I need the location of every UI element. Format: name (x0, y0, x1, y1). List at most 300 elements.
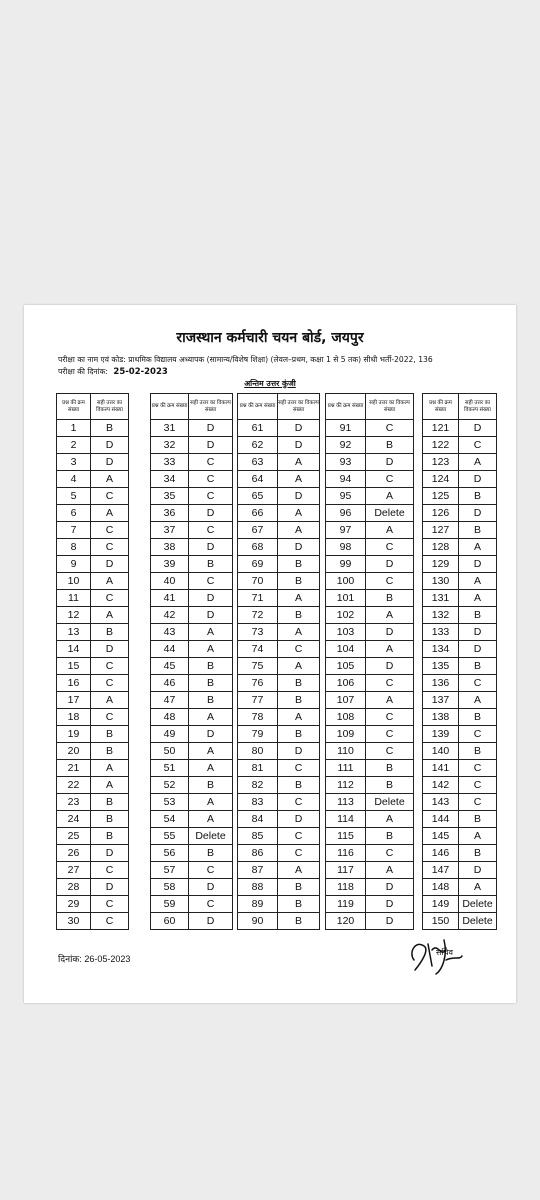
answer-option: D (366, 556, 414, 573)
table-row (57, 522, 129, 539)
answer-option: A (91, 607, 129, 624)
answer-option: B (91, 811, 129, 828)
table-row (151, 709, 233, 726)
answer-option: B (189, 675, 233, 692)
question-number: 97 (326, 522, 366, 539)
answer-option: C (91, 862, 129, 879)
table-row (238, 590, 320, 607)
table-row (57, 760, 129, 777)
answer-option: C (459, 726, 497, 743)
table-row (326, 675, 414, 692)
question-number: 141 (423, 760, 459, 777)
question-number: 47 (151, 692, 189, 709)
question-number: 125 (423, 488, 459, 505)
answer-option: C (366, 573, 414, 590)
question-number: 12 (57, 607, 91, 624)
answer-option: A (189, 811, 233, 828)
question-number: 63 (238, 454, 278, 471)
question-number: 149 (423, 896, 459, 913)
table-row (151, 896, 233, 913)
question-number: 84 (238, 811, 278, 828)
table-row (57, 556, 129, 573)
answer-option: D (459, 624, 497, 641)
question-number: 92 (326, 437, 366, 454)
question-number: 48 (151, 709, 189, 726)
table-row (423, 488, 497, 505)
table-row (57, 437, 129, 454)
exam-date: 25-02-2023 (113, 367, 168, 377)
question-number: 144 (423, 811, 459, 828)
question-number: 23 (57, 794, 91, 811)
answer-option: B (366, 590, 414, 607)
question-number: 127 (423, 522, 459, 539)
exam-date-label: परीक्षा की दिनांक: (58, 367, 108, 376)
question-number: 28 (57, 879, 91, 896)
answer-option: B (366, 437, 414, 454)
table-row (423, 607, 497, 624)
question-number: 133 (423, 624, 459, 641)
question-number: 101 (326, 590, 366, 607)
question-number: 11 (57, 590, 91, 607)
answer-table-2 (150, 393, 233, 930)
answer-option: A (459, 539, 497, 556)
answer-option: D (189, 505, 233, 522)
question-number: 52 (151, 777, 189, 794)
question-number: 43 (151, 624, 189, 641)
table-row (57, 658, 129, 675)
answer-option: A (459, 573, 497, 590)
question-number: 40 (151, 573, 189, 590)
table-row (326, 692, 414, 709)
answer-option: A (91, 505, 129, 522)
table-row (57, 454, 129, 471)
question-number: 117 (326, 862, 366, 879)
question-number: 24 (57, 811, 91, 828)
table-row (326, 471, 414, 488)
question-number: 61 (238, 420, 278, 437)
question-number: 38 (151, 539, 189, 556)
question-number: 120 (326, 913, 366, 930)
question-number: 131 (423, 590, 459, 607)
table-row (423, 420, 497, 437)
question-number: 18 (57, 709, 91, 726)
answer-option: D (278, 488, 320, 505)
answer-option: C (459, 794, 497, 811)
table-row (326, 607, 414, 624)
release-date-label: दिनांक: (58, 954, 82, 964)
question-number: 74 (238, 641, 278, 658)
table-row (57, 607, 129, 624)
question-number: 124 (423, 471, 459, 488)
table-row (238, 726, 320, 743)
table-row (423, 913, 497, 930)
table-row (238, 437, 320, 454)
answer-option: B (278, 777, 320, 794)
question-number: 62 (238, 437, 278, 454)
table-row (151, 658, 233, 675)
answer-option: B (189, 845, 233, 862)
table-row (238, 505, 320, 522)
question-number: 119 (326, 896, 366, 913)
answer-option: C (278, 760, 320, 777)
answer-option: A (366, 607, 414, 624)
table-row (238, 845, 320, 862)
table-row (238, 420, 320, 437)
table-row (423, 811, 497, 828)
question-number: 3 (57, 454, 91, 471)
answer-option: B (278, 692, 320, 709)
answer-option: B (189, 777, 233, 794)
answer-option: A (459, 590, 497, 607)
question-number-header: प्रश्न की क्रम संख्या (151, 394, 189, 420)
table-row (57, 675, 129, 692)
answer-option: D (459, 641, 497, 658)
answer-option: D (189, 913, 233, 930)
answer-option: A (366, 692, 414, 709)
table-row (326, 760, 414, 777)
signature-label: सचिव (436, 948, 454, 957)
table-row (326, 726, 414, 743)
table-row (238, 913, 320, 930)
answer-option: C (189, 862, 233, 879)
table-row (57, 692, 129, 709)
table-row (423, 573, 497, 590)
answer-table-5 (422, 393, 497, 930)
table-row (238, 658, 320, 675)
question-number: 44 (151, 641, 189, 658)
question-number: 2 (57, 437, 91, 454)
question-number: 118 (326, 879, 366, 896)
answer-option: C (459, 437, 497, 454)
release-date: 26-05-2023 (84, 954, 131, 964)
question-number: 1 (57, 420, 91, 437)
question-number: 68 (238, 539, 278, 556)
question-number: 136 (423, 675, 459, 692)
question-number: 45 (151, 658, 189, 675)
table-row (57, 488, 129, 505)
answer-option: A (278, 658, 320, 675)
question-number: 130 (423, 573, 459, 590)
table-row (57, 539, 129, 556)
table-row (238, 794, 320, 811)
question-number: 53 (151, 794, 189, 811)
table-row (423, 624, 497, 641)
answer-option: D (278, 811, 320, 828)
question-number: 85 (238, 828, 278, 845)
question-number: 67 (238, 522, 278, 539)
answer-option-header: सही उत्तर का विकल्प संख्या (189, 394, 233, 420)
question-number: 103 (326, 624, 366, 641)
question-number: 7 (57, 522, 91, 539)
answer-option: D (278, 437, 320, 454)
answer-option: B (278, 879, 320, 896)
table-row (57, 743, 129, 760)
table-row (151, 590, 233, 607)
table-row (151, 777, 233, 794)
question-number: 107 (326, 692, 366, 709)
table-row (57, 913, 129, 930)
question-number: 30 (57, 913, 91, 930)
question-number: 71 (238, 590, 278, 607)
question-number: 59 (151, 896, 189, 913)
answer-option: C (189, 471, 233, 488)
answer-option: C (91, 675, 129, 692)
table-row (57, 573, 129, 590)
table-row (151, 556, 233, 573)
table-row (151, 607, 233, 624)
answer-option: C (366, 726, 414, 743)
question-number: 9 (57, 556, 91, 573)
question-number: 10 (57, 573, 91, 590)
question-number: 137 (423, 692, 459, 709)
question-number: 56 (151, 845, 189, 862)
table-row (423, 505, 497, 522)
question-number: 88 (238, 879, 278, 896)
table-row (238, 862, 320, 879)
table-row (326, 743, 414, 760)
table-row (151, 522, 233, 539)
table-row (326, 845, 414, 862)
table-row (238, 522, 320, 539)
answer-option: C (91, 913, 129, 930)
release-date-line (58, 952, 130, 965)
answer-option: A (91, 471, 129, 488)
question-number: 69 (238, 556, 278, 573)
table-row (57, 862, 129, 879)
answer-option: D (366, 454, 414, 471)
table-row (326, 896, 414, 913)
table-row (151, 420, 233, 437)
question-number: 22 (57, 777, 91, 794)
question-number: 126 (423, 505, 459, 522)
question-number: 79 (238, 726, 278, 743)
answer-option: B (189, 556, 233, 573)
answer-option: D (278, 539, 320, 556)
answer-option: B (91, 420, 129, 437)
table-row (151, 862, 233, 879)
answer-option: A (459, 879, 497, 896)
question-number: 106 (326, 675, 366, 692)
answer-option: A (189, 641, 233, 658)
answer-table-1 (56, 393, 129, 930)
question-number: 76 (238, 675, 278, 692)
answer-option: A (366, 811, 414, 828)
table-row (423, 658, 497, 675)
table-row (151, 641, 233, 658)
answer-option: C (91, 522, 129, 539)
table-row (423, 845, 497, 862)
table-row (326, 454, 414, 471)
table-row (326, 573, 414, 590)
question-number-header: प्रश्न की क्रम संख्या (326, 394, 366, 420)
table-row (238, 896, 320, 913)
table-row (238, 488, 320, 505)
table-row (151, 573, 233, 590)
question-number: 72 (238, 607, 278, 624)
answer-option: A (189, 794, 233, 811)
answer-option: A (189, 743, 233, 760)
table-row (151, 913, 233, 930)
question-number: 60 (151, 913, 189, 930)
question-number: 139 (423, 726, 459, 743)
question-number: 58 (151, 879, 189, 896)
answer-option: B (189, 658, 233, 675)
table-row (238, 556, 320, 573)
question-number: 50 (151, 743, 189, 760)
answer-option: B (278, 726, 320, 743)
question-number: 129 (423, 556, 459, 573)
question-number: 108 (326, 709, 366, 726)
table-row (57, 420, 129, 437)
question-number: 54 (151, 811, 189, 828)
question-number: 96 (326, 505, 366, 522)
answer-option: C (459, 760, 497, 777)
table-row (423, 726, 497, 743)
answer-option: B (278, 607, 320, 624)
answer-option: B (91, 624, 129, 641)
table-row (57, 879, 129, 896)
answer-option: A (366, 488, 414, 505)
table-row (326, 811, 414, 828)
answer-option: A (278, 522, 320, 539)
question-number: 64 (238, 471, 278, 488)
exam-name-line (58, 355, 433, 365)
table-row (238, 454, 320, 471)
answer-option-header: सही उत्तर का विकल्प संख्या (91, 394, 129, 420)
question-number: 17 (57, 692, 91, 709)
question-number: 34 (151, 471, 189, 488)
table-row (326, 556, 414, 573)
answer-option: Delete (366, 505, 414, 522)
answer-option: D (91, 641, 129, 658)
answer-option: B (91, 794, 129, 811)
answer-option-header: सही उत्तर का विकल्प संख्या (459, 394, 497, 420)
question-number: 32 (151, 437, 189, 454)
table-row (326, 590, 414, 607)
answer-option: A (189, 760, 233, 777)
table-row (57, 726, 129, 743)
answer-option: D (459, 420, 497, 437)
answer-option: A (366, 641, 414, 658)
question-number: 4 (57, 471, 91, 488)
answer-option: C (278, 641, 320, 658)
question-number: 109 (326, 726, 366, 743)
table-row (326, 862, 414, 879)
table-row (326, 641, 414, 658)
question-number: 146 (423, 845, 459, 862)
question-number: 19 (57, 726, 91, 743)
table-row (238, 624, 320, 641)
answer-option: A (278, 505, 320, 522)
answer-option: D (459, 471, 497, 488)
answer-option: A (91, 760, 129, 777)
answer-option: D (189, 539, 233, 556)
table-row (423, 556, 497, 573)
table-row (57, 505, 129, 522)
table-row (151, 454, 233, 471)
question-number: 138 (423, 709, 459, 726)
table-row (151, 692, 233, 709)
question-number: 110 (326, 743, 366, 760)
table-row (423, 437, 497, 454)
table-row (238, 709, 320, 726)
table-row (57, 590, 129, 607)
table-row (238, 879, 320, 896)
table-row (238, 811, 320, 828)
table-row (326, 437, 414, 454)
answer-option: C (278, 845, 320, 862)
answer-option: C (459, 675, 497, 692)
answer-option: C (91, 658, 129, 675)
question-number-header: प्रश्न की क्रम संख्या (238, 394, 278, 420)
answer-option: D (91, 556, 129, 573)
answer-option: B (459, 743, 497, 760)
table-row (151, 505, 233, 522)
table-row (238, 692, 320, 709)
question-number: 83 (238, 794, 278, 811)
question-number: 13 (57, 624, 91, 641)
answer-option: A (278, 454, 320, 471)
table-row (326, 658, 414, 675)
answer-option: B (278, 896, 320, 913)
question-number: 5 (57, 488, 91, 505)
table-row (326, 828, 414, 845)
answer-option-header: सही उत्तर का विकल्प संख्या (366, 394, 414, 420)
question-number: 42 (151, 607, 189, 624)
answer-option: D (189, 726, 233, 743)
answer-option: B (366, 760, 414, 777)
table-row (423, 539, 497, 556)
table-row (151, 760, 233, 777)
answer-key-page (24, 305, 516, 1003)
answer-option: A (189, 624, 233, 641)
answer-option: D (189, 437, 233, 454)
table-row (423, 743, 497, 760)
question-number: 25 (57, 828, 91, 845)
page-title: राजस्थान कर्मचारी चयन बोर्ड, जयपुर (176, 330, 364, 346)
table-row (326, 624, 414, 641)
table-row (423, 641, 497, 658)
table-row (423, 590, 497, 607)
question-number: 111 (326, 760, 366, 777)
answer-option: C (189, 896, 233, 913)
question-number: 36 (151, 505, 189, 522)
question-number: 112 (326, 777, 366, 794)
table-row (326, 879, 414, 896)
answer-option: B (91, 828, 129, 845)
question-number: 102 (326, 607, 366, 624)
table-row (423, 777, 497, 794)
question-number: 134 (423, 641, 459, 658)
table-row (423, 828, 497, 845)
question-number: 65 (238, 488, 278, 505)
answer-option: D (278, 420, 320, 437)
table-row (57, 896, 129, 913)
answer-option: B (459, 845, 497, 862)
table-row (238, 743, 320, 760)
table-row (423, 675, 497, 692)
answer-option: B (278, 556, 320, 573)
question-number: 46 (151, 675, 189, 692)
answer-option: A (91, 573, 129, 590)
question-number: 77 (238, 692, 278, 709)
answer-option: C (459, 777, 497, 794)
answer-option: A (278, 862, 320, 879)
table-row (57, 777, 129, 794)
answer-option: A (366, 522, 414, 539)
question-number: 94 (326, 471, 366, 488)
answer-option: D (366, 624, 414, 641)
